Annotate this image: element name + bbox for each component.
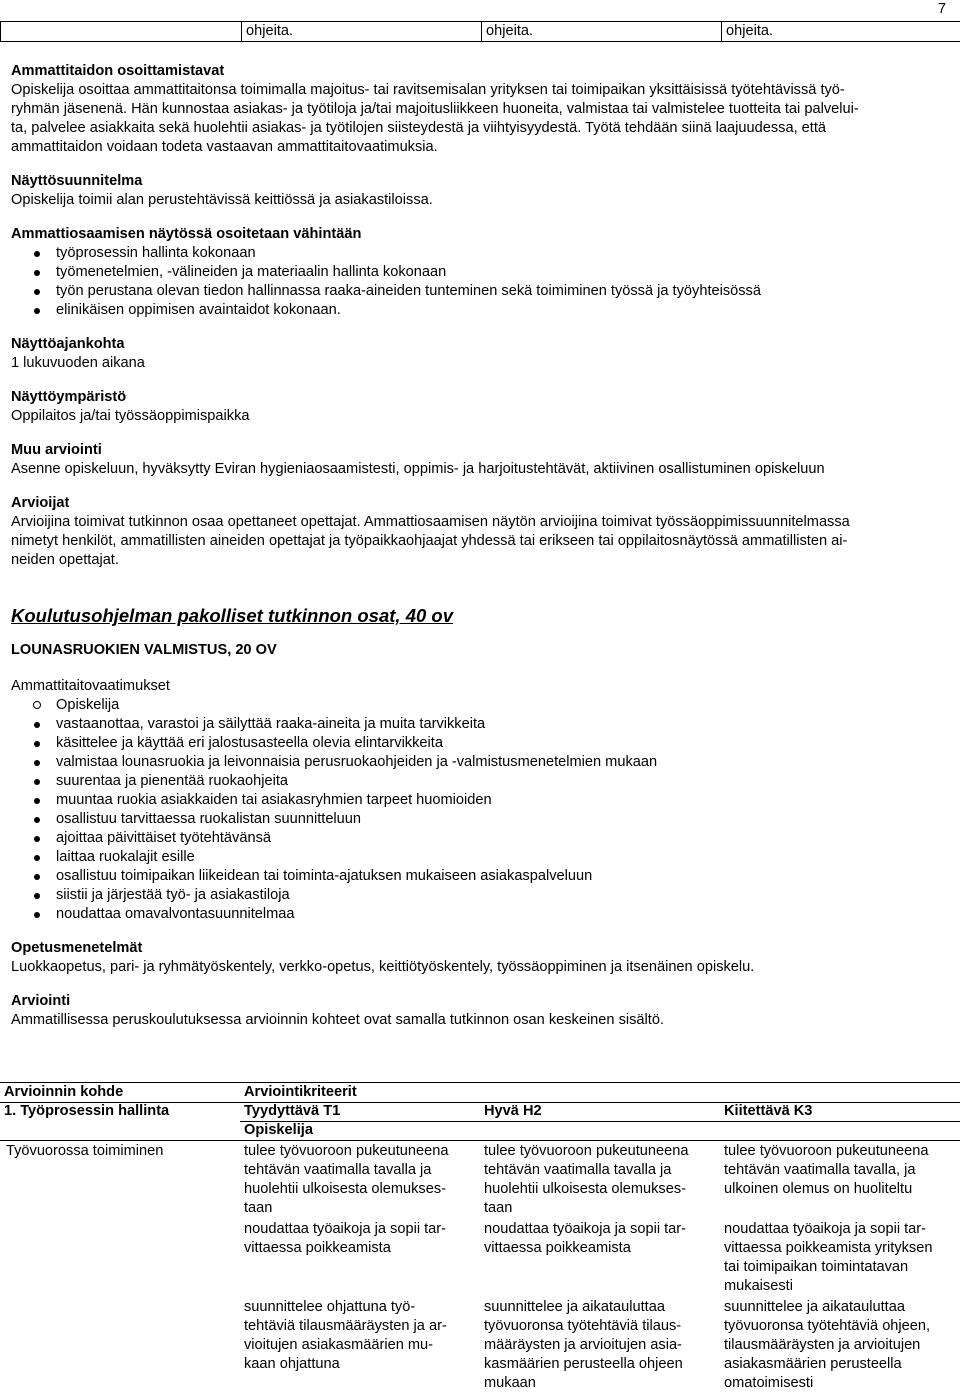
list-item [11,696,951,715]
h2-cell [484,1142,720,1393]
list-item [11,886,951,905]
list-item-text: siistii ja järjestää työ- ja asiakastiloja [56,887,290,903]
cell-line: määräysten ja arvioitujen asia- [484,1337,682,1353]
bullet-icon [34,912,40,918]
cell-line: tai toimipaikan toimintatavan [724,1259,909,1275]
ammattiosaamisen-list [11,244,951,320]
list-item [11,848,951,867]
cell-line: ulkoinen olemus on huoliteltu [724,1181,913,1197]
header-opiskelija: Opiskelija [244,1122,313,1138]
cell-line: työvuoronsa työtehtäviä tilaus- [484,1318,682,1334]
table-border [0,1140,960,1141]
top-cell-1: ohjeita. [241,22,482,41]
table-border [240,1121,960,1122]
cell-line: mukaan [484,1375,536,1391]
cell-line: taan [244,1200,273,1216]
top-table-row [0,21,960,42]
list-item [11,905,951,924]
header-h2: Hyvä H2 [484,1103,542,1119]
list-item [11,867,951,886]
cell-line: vittaessa poikkeamista [244,1240,391,1256]
list-item [11,715,951,734]
list-item [11,829,951,848]
list-item-text: muuntaa ruokia asiakkaiden tai asiakasryhmien tarpeet huomioiden [56,792,492,808]
top-cell-2: ohjeita. [481,22,722,41]
heading-nayttoymparisto: Näyttöympäristö [11,389,127,405]
list-item-text: työprosessin hallinta kokonaan [56,245,256,261]
bullet-icon [34,270,40,276]
heading-arvioijat: Arvioijat [11,495,70,511]
list-item [11,301,951,320]
heading-nayttosuunnitelma: Näyttösuunnitelma [11,173,143,189]
list-item [11,282,951,301]
header-tyoprosessin-hallinta: 1. Työprosessin hallinta [4,1103,170,1119]
paragraph-line: ammattitaidon voidaan todeta vastaavan ammattitaitovaatimuksia. [11,139,438,155]
nayttoajankohta-text: 1 lukuvuoden aikana [11,355,145,371]
list-item-text: noudattaa omavalvontasuunnitelmaa [56,906,295,922]
hollow-bullet-icon [33,701,41,709]
list-item-text: Opiskelija [56,697,120,713]
koulutusohjelma-title: Koulutusohjelman pakolliset tutkinnon osat, 40 ov [11,605,453,626]
table-border [0,1082,960,1083]
nayttoymparisto-text: Oppilaitos ja/tai työssäoppimispaikka [11,408,250,424]
document-body [11,62,951,1030]
bullet-icon [34,855,40,861]
cell-line: huolehtii ulkoisesta olemukses- [244,1181,446,1197]
bullet-icon [34,251,40,257]
cell-line: vittaessa poikkeamista [484,1240,631,1256]
ammattitaitovaatimukset-list [11,696,951,924]
cell-line: tehtävän vaatimalla tavalla, ja [724,1162,916,1178]
cell-line: kasmäärien perusteella ohjeen [484,1356,683,1372]
list-item-text: osallistuu toimipaikan liikeidean tai toiminta-ajatuksen mukaiseen asiakaspalveluun [56,868,593,884]
list-item-text: käsittelee ja käyttää eri jalostusasteella olevia elintarvikkeita [56,735,443,751]
list-item-text: työn perustana olevan tiedon hallinnassa raaka-aineiden tunteminen sekä toimiminen työssä ja työyhteisössä [56,283,761,299]
list-item [11,753,951,772]
cell-line: taan [484,1200,513,1216]
bullet-icon [34,779,40,785]
cell-line: noudattaa työaikoja ja sopii tar- [244,1221,447,1237]
list-item [11,772,951,791]
top-cell-3: ohjeita. [721,22,960,41]
list-item [11,263,951,282]
header-arviointikriteerit: Arviointikriteerit [244,1084,357,1100]
cell-line: tehtäviä tilausmääräysten ja ar- [244,1318,447,1334]
bullet-icon [34,836,40,842]
cell-line: suunnittelee ohjattuna työ- [244,1299,416,1315]
muu-arviointi-text: Asenne opiskeluun, hyväksytty Eviran hygieniaosaamistesti, oppimis- ja harjoitustehtävät, aktiivinen osallistuminen opiskeluun [11,461,825,477]
row-label: Työvuorossa toimiminen [6,1143,164,1159]
list-item-text: laittaa ruokalajit esille [56,849,195,865]
cell-line: asiakasmäärien perusteella [724,1356,902,1372]
nayttosuunnitelma-text: Opiskelija toimii alan perustehtävissä keittiössä ja asiakastiloissa. [11,192,433,208]
heading-ammattiosaamisen: Ammattiosaamisen näytössä osoitetaan vähintään [11,226,362,242]
cell-line: vittaessa poikkeamista yrityksen [724,1240,933,1256]
header-k3: Kiitettävä K3 [724,1103,813,1119]
cell-line: tilausmääräysten ja arvioitujen [724,1337,921,1353]
lounasruokien-title: LOUNASRUOKIEN VALMISTUS, 20 OV [11,642,277,658]
cell-line: tulee työvuoroon pukeutuneena [484,1143,689,1159]
list-item-text: vastaanottaa, varastoi ja säilyttää raaka-aineita ja muita tarvikkeita [56,716,486,732]
list-item-text: suurentaa ja pienentää ruokaohjeita [56,773,289,789]
cell-line: noudattaa työaikoja ja sopii tar- [724,1221,927,1237]
cell-line: suunnittelee ja aikatauluttaa [724,1299,905,1315]
cell-line: tehtävän vaatimalla tavalla ja [484,1162,672,1178]
cell-line: noudattaa työaikoja ja sopii tar- [484,1221,687,1237]
list-item-text: työmenetelmien, -välineiden ja materiaalin hallinta kokonaan [56,264,447,280]
paragraph-line: Arvioijina toimivat tutkinnon osaa opettaneet opettajat. Ammattiosaamisen näytön arvioijina toimivat työssäoppimissuunnitelmassa [11,514,850,530]
list-item-text: valmistaa lounasruokia ja leivonnaisia perusruokaohjeiden ja -valmistusmenetelmien mukaan [56,754,658,770]
bullet-icon [34,760,40,766]
cell-line: omatoimisesti [724,1375,814,1391]
cell-line: tulee työvuoroon pukeutuneena [724,1143,929,1159]
arviointi-text: Ammatillisessa peruskoulutuksessa arvioinnin kohteet ovat samalla tutkinnon osan keskeinen sisältö. [11,1012,665,1028]
t1-cell [244,1142,480,1374]
cell-line: mukaisesti [724,1278,793,1294]
bullet-icon [34,722,40,728]
heading-muu-arviointi: Muu arviointi [11,442,102,458]
list-item-text: ajoittaa päivittäiset työtehtävänsä [56,830,271,846]
list-item [11,734,951,753]
page-number: 7 [937,1,946,17]
list-item [11,791,951,810]
bullet-icon [34,289,40,295]
cell-line: vioitujen asiakasmäärien mu- [244,1337,433,1353]
paragraph-line: Opiskelija osoittaa ammattitaitonsa toimimalla majoitus- tai ravitsemisalan yrityksen tai toimipaikan yksittäisissä työtehtävissä työ- [11,82,845,98]
cell-line: huolehtii ulkoisesta olemukses- [484,1181,686,1197]
header-t1: Tyydyttävä T1 [244,1103,341,1119]
bullet-icon [34,798,40,804]
k3-cell [724,1142,960,1393]
heading-ammattitaidon: Ammattitaidon osoittamistavat [11,63,225,79]
cell-line: kaan ohjattuna [244,1356,340,1372]
paragraph-line: neiden opettajat. [11,552,119,568]
opetusmenetelmat-text: Luokkaopetus, pari- ja ryhmätyöskentely, verkko-opetus, keittiötyöskentely, työssäoppiminen ja itsenäinen opiskelu. [11,959,755,975]
bullet-icon [34,308,40,314]
heading-opetusmenetelmat: Opetusmenetelmät [11,940,143,956]
list-item-text: osallistuu tarvittaessa ruokalistan suunnitteluun [56,811,362,827]
ammattitaitovaatimukset-heading: Ammattitaitovaatimukset [11,678,170,694]
paragraph-line: ryhmän jäsenenä. Hän kunnostaa asiakas- ja työtiloja ja/tai majoitusliikkeen huoneita, valmistaa tai valmistelee tuotteita tai palvelui- [11,101,859,117]
list-item [11,810,951,829]
heading-arviointi: Arviointi [11,993,71,1009]
cell-line: tulee työvuoroon pukeutuneena [244,1143,449,1159]
header-arvioinnin-kohde: Arvioinnin kohde [4,1084,124,1100]
list-item [11,244,951,263]
bullet-icon [34,741,40,747]
list-item-text: elinikäisen oppimisen avaintaidot kokonaan. [56,302,341,318]
bullet-icon [34,893,40,899]
paragraph-line: ta, palvelee asiakkaita sekä huolehtii asiakas- ja työtilojen siisteydestä ja viihtyisyydestä. Työtä tehdään siinä laajuudessa, että [11,120,827,136]
paragraph-line: nimetyt henkilöt, ammatillisten aineiden opettajat ja työpaikkaohjaajat yhdessä tai erikseen tai oppilaitosnäytössä ammatillisten ai- [11,533,848,549]
bullet-icon [34,817,40,823]
heading-nayttoajankohta: Näyttöajankohta [11,336,125,352]
cell-line: tehtävän vaatimalla tavalla ja [244,1162,432,1178]
bullet-icon [34,874,40,880]
cell-line: suunnittelee ja aikatauluttaa [484,1299,665,1315]
cell-line: työvuoronsa työtehtäviä ohjeen, [724,1318,931,1334]
